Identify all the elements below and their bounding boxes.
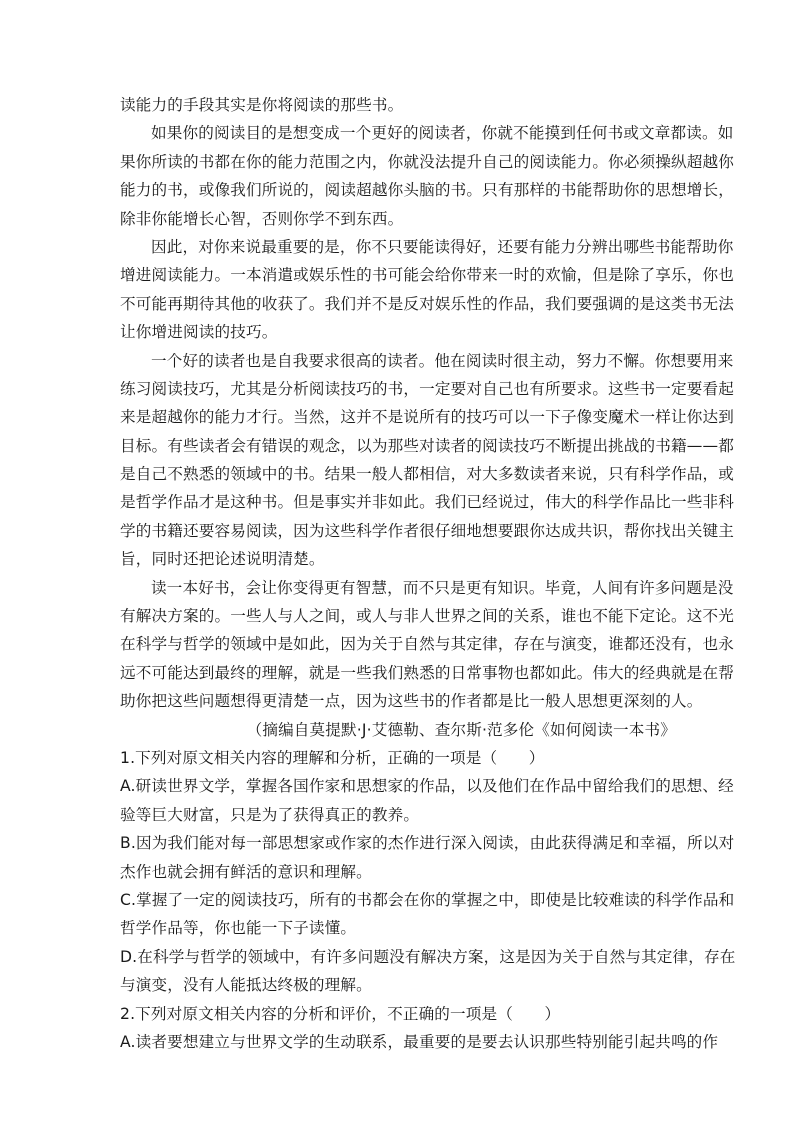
passage-line: 是自己不熟悉的领域中的书。结果一般人都相信，对大多数读者来说，只有科学作品，或 bbox=[120, 465, 735, 484]
passage-line: 不可能再期待其他的收获了。我们并不是反对娱乐性的作品，我们要强调的是这类书无法 bbox=[120, 294, 735, 313]
passage-line: 助你把这些问题想得更清楚一点，因为这些书的作者都是比一般人思想更深刻的人。 bbox=[120, 692, 703, 711]
passage-line: 旨，同时还把论述说明清楚。 bbox=[120, 550, 325, 569]
source-citation: （摘编自莫提默·J·艾德勒、查尔斯·范多伦《如何阅读一本书》 bbox=[246, 720, 676, 739]
question-option: A.研读世界文学，掌握各国作家和思想家的作品，以及他们在作品中留给我们的思想、经 bbox=[120, 777, 734, 796]
passage-line: 增进阅读能力。一本消遣或娱乐性的书可能会给你带来一时的欢愉，但是除了享乐，你也 bbox=[120, 266, 735, 285]
question-option: 哲学作品等，你也能一下子读懂。 bbox=[120, 919, 357, 938]
question-option: 杰作也就会拥有鲜活的意识和理解。 bbox=[120, 862, 372, 881]
passage-line: 远不可能达到最终的理解，就是一些我们熟悉的日常事物也都如此。伟大的经典就是在帮 bbox=[120, 663, 735, 682]
passage-line: 来是超越你的能力才行。当然，这并不是说所有的技巧可以一下子像变魔术一样让你达到 bbox=[120, 408, 735, 427]
passage-line: 读一本好书，会让你变得更有智慧，而不只是更有知识。毕竟，人间有许多问题是没 bbox=[151, 578, 734, 597]
question-option: C.掌握了一定的阅读技巧，所有的书都会在你的掌握之中，即使是比较难读的科学作品和 bbox=[120, 890, 735, 909]
passage-line: 练习阅读技巧，尤其是分析阅读技巧的书，一定要对自己也有所要求。这些书一定要看起 bbox=[120, 379, 735, 398]
passage-line: 在科学与哲学的领域中是如此，因为关于自然与其定律，存在与演变，谁都还没有，也永 bbox=[120, 635, 735, 654]
question-option: 验等巨大财富，只是为了获得真正的教养。 bbox=[120, 805, 420, 824]
passage-line: 一个好的读者也是自我要求很高的读者。他在阅读时很主动，努力不懈。你想要用来 bbox=[151, 351, 734, 370]
passage-line: 果你所读的书都在你的能力范围之内，你就没法提升自己的阅读能力。你必须操纵超越你 bbox=[120, 152, 735, 171]
document-page bbox=[120, 91, 736, 1056]
passage-line: 让你增进阅读的技巧。 bbox=[120, 323, 278, 342]
question-stem: 1.下列对原文相关内容的理解和分析，正确的一项是（ ） bbox=[120, 748, 545, 767]
passage-line: 如果你的阅读目的是想变成一个更好的阅读者，你就不能摸到任何书或文章都读。如 bbox=[151, 124, 734, 143]
question-option: D.在科学与哲学的领域中，有许多问题没有解决方案，这是因为关于自然与其定律，存在 bbox=[120, 947, 736, 966]
question-option: B.因为我们能对每一部思想家或作家的杰作进行深入阅读，由此获得满足和幸福，所以对 bbox=[120, 834, 735, 853]
question-stem: 2.下列对原文相关内容的分析和评价，不正确的一项是（ ） bbox=[120, 1004, 561, 1023]
passage-line: 读能力的手段其实是你将阅读的那些书。 bbox=[120, 96, 404, 114]
passage-line: 因此，对你来说最重要的是，你不只要能读得好，还要有能力分辨出哪些书能帮助你 bbox=[151, 237, 734, 256]
passage-line: 能力的书，或像我们所说的，阅读超越你头脑的书。只有那样的书能帮助你的思想增长， bbox=[120, 181, 735, 200]
passage-line: 是哲学作品才是这种书。但是事实并非如此。我们已经说过，伟大的科学作品比一些非科 bbox=[120, 493, 735, 512]
question-option: A.读者要想建立与世界文学的生动联系，最重要的是要去认识那些特别能引起共鸣的作 bbox=[120, 1032, 719, 1051]
passage-line: 有解决方案的。一些人与人之间，或人与非人世界之间的关系，谁也不能下定论。这不光 bbox=[120, 607, 735, 626]
passage-line: 目标。有些读者会有错误的观念，以为那些对读者的阅读技巧不断提出挑战的书籍——都 bbox=[120, 436, 735, 455]
passage-line: 除非你能增长心智，否则你学不到东西。 bbox=[120, 209, 404, 228]
passage-line: 学的书籍还要容易阅读，因为这些科学作者很仔细地想要跟你达成共识，帮你找出关键主 bbox=[120, 521, 735, 540]
question-option: 与演变，没有人能抵达终极的理解。 bbox=[120, 976, 372, 995]
